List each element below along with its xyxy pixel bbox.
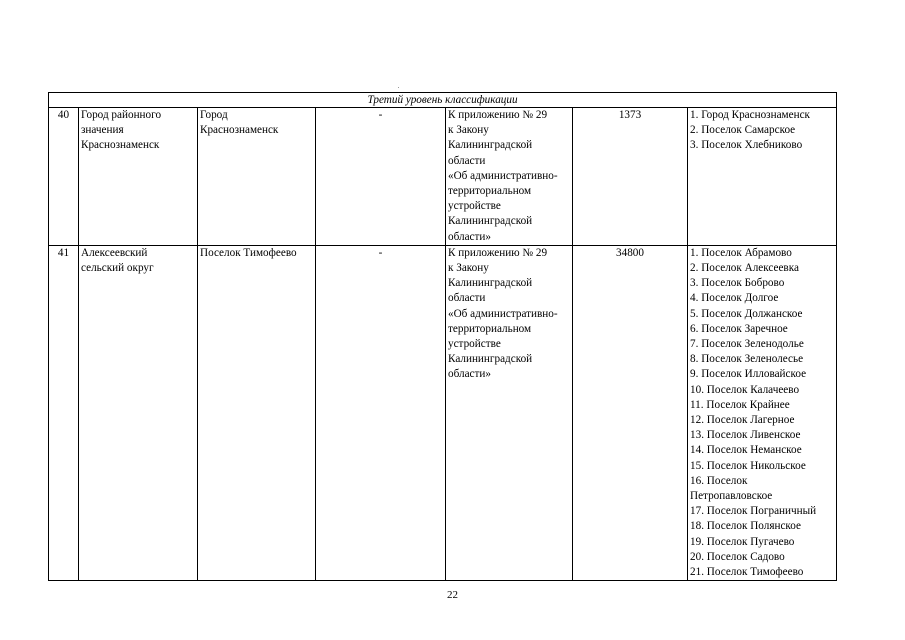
law-reference (446, 245, 573, 580)
law-reference-line: области (448, 154, 486, 167)
row-number: 40 (49, 108, 79, 246)
settlement-item: 21. Поселок Тимофеево (690, 566, 804, 579)
settlement-item: 11. Поселок Крайнее (690, 398, 790, 411)
settlement-item: 2. Поселок Самарское (690, 124, 796, 137)
table-row (49, 108, 837, 246)
territory-name-line: Краснознаменск (81, 139, 160, 152)
section-title: Третий уровень классификации (49, 93, 837, 108)
numeric-value: 1373 (573, 108, 688, 246)
law-reference-line: территориальном (448, 322, 532, 335)
law-reference-line: «Об административно- (448, 169, 558, 182)
scan-speck (398, 87, 399, 88)
law-reference-line: области (448, 292, 486, 305)
law-reference-line: «Об административно- (448, 307, 558, 320)
page-number: 22 (447, 589, 458, 601)
territory-name-line: Алексеевский (81, 246, 148, 259)
law-reference-line: к Закону (448, 124, 489, 137)
settlements-list (688, 245, 837, 580)
settlement-item: 12. Поселок Лагерное (690, 414, 795, 427)
law-reference-line: области» (448, 230, 491, 243)
law-reference-line: К приложению № 29 (448, 246, 548, 259)
law-reference-line: Калининградской (448, 353, 533, 366)
settlement-item: 5. Поселок Должанское (690, 307, 803, 320)
table-row (49, 245, 837, 580)
settlement-item: 9. Поселок Илловайское (690, 368, 807, 381)
law-reference-line: устройстве (448, 200, 501, 213)
territory-name-line: Город районного (81, 109, 162, 121)
law-reference-line: Калининградской (448, 277, 533, 290)
administrative-center-line: Город (200, 109, 228, 121)
settlement-item: 8. Поселок Зеленолесье (690, 353, 804, 366)
settlement-item: 10. Поселок Калачеево (690, 383, 800, 396)
classification-table (48, 92, 837, 581)
section-header-row (49, 93, 837, 108)
law-reference-line: к Закону (448, 262, 489, 275)
law-reference-line: устройстве (448, 338, 501, 351)
law-reference-line: области» (448, 368, 491, 381)
settlement-item: 16. Поселок (690, 474, 748, 487)
settlement-item: 4. Поселок Долгое (690, 292, 779, 305)
law-reference-line: Калининградской (448, 139, 533, 152)
settlement-item: 3. Поселок Боброво (690, 277, 785, 290)
administrative-center-line: Поселок Тимофеево (200, 246, 297, 259)
settlement-item: Петропавловское (690, 490, 773, 503)
settlement-item: 19. Поселок Пугачево (690, 535, 795, 548)
settlement-item: 18. Поселок Полянское (690, 520, 801, 533)
administrative-center-line: Краснознаменск (200, 124, 279, 137)
settlement-item: 20. Поселок Садово (690, 550, 785, 563)
settlement-item: 15. Поселок Никольское (690, 459, 806, 472)
territory-name (79, 108, 198, 246)
dash-cell: - (316, 108, 446, 246)
law-reference (446, 108, 573, 246)
law-reference-line: Калининградской (448, 215, 533, 228)
settlement-item: 13. Поселок Ливенское (690, 429, 801, 442)
territory-name-line: значения (81, 124, 124, 137)
administrative-center (198, 245, 316, 580)
law-reference-line: территориальном (448, 185, 532, 198)
territory-name-line: сельский округ (81, 262, 154, 275)
numeric-value: 34800 (573, 245, 688, 580)
settlement-item: 6. Поселок Заречное (690, 322, 788, 335)
settlement-item: 7. Поселок Зеленодолье (690, 338, 804, 351)
law-reference-line: К приложению № 29 (448, 109, 548, 121)
settlement-item: 3. Поселок Хлебниково (690, 139, 803, 152)
settlements-list (688, 108, 837, 246)
row-number: 41 (49, 245, 79, 580)
settlement-item: 2. Поселок Алексеевка (690, 262, 799, 275)
settlement-item: 1. Поселок Абрамово (690, 246, 792, 259)
dash-cell: - (316, 245, 446, 580)
settlement-item: 14. Поселок Неманское (690, 444, 802, 457)
administrative-center (198, 108, 316, 246)
settlement-item: 1. Город Краснознаменск (690, 109, 810, 121)
territory-name (79, 245, 198, 580)
settlement-item: 17. Поселок Пограничный (690, 505, 817, 518)
